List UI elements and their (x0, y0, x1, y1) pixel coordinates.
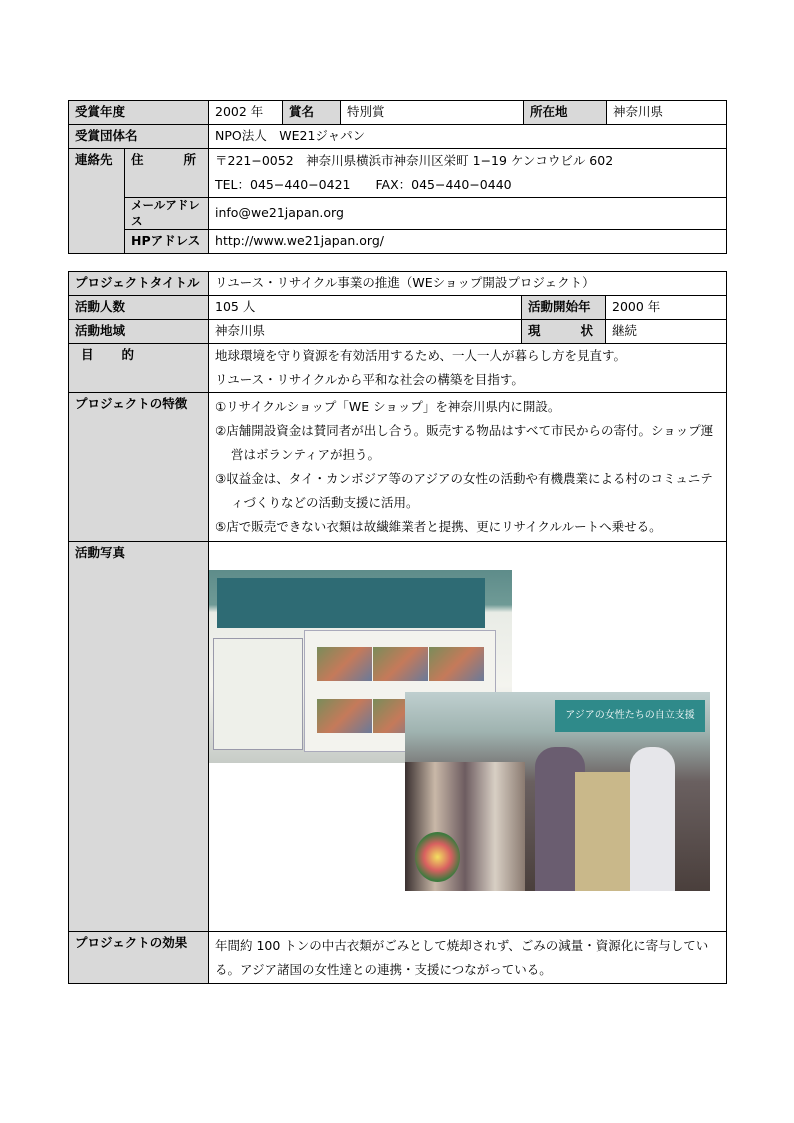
hp-label: HPアドレス (125, 230, 209, 254)
features-label: プロジェクトの特徴 (69, 393, 209, 542)
award-year-label: 受賞年度 (69, 101, 209, 125)
start-year-value: 2000 年 (606, 296, 727, 320)
shop-sign: アジアの女性たちの自立支援 (555, 700, 705, 732)
contact-label: 連絡先 (69, 149, 125, 254)
effect-value: 年間約 100 トンの中古衣類がごみとして焼却されず、ごみの減量・資源化に寄与している。アジア諸国の女性達との連携・支援につながっている。 (209, 932, 727, 984)
photo-banner (217, 578, 485, 628)
address-label: 住 所 (125, 149, 209, 198)
award-name-label: 賞名 (283, 101, 341, 125)
location-label: 所在地 (524, 101, 607, 125)
photos-label: 活動写真 (69, 542, 209, 932)
area-label: 活動地域 (69, 320, 209, 344)
feature-item: ②店舗開設資金は賛同者が出し合う。販売する物品はすべて市民からの寄付。ショップ運営はボランティアが担う。 (215, 423, 714, 462)
photos-cell (209, 542, 727, 932)
project-title-value: リユース・リサイクル事業の推進（WEショップ開設プロジェクト） (209, 272, 727, 296)
purpose-cell (209, 344, 727, 393)
members-label: 活動人数 (69, 296, 209, 320)
photo-map-poster (213, 638, 303, 750)
org-value: NPO法人 WE21ジャパン (209, 125, 727, 149)
members-value: 105 人 (209, 296, 522, 320)
staff-figure (630, 747, 675, 891)
award-name-value: 特別賞 (341, 101, 524, 125)
hp-link[interactable]: http://www.we21japan.org/ (209, 230, 727, 254)
project-title-label: プロジェクトタイトル (69, 272, 209, 296)
feature-item: ③収益金は、タイ・カンボジア等のアジアの女性の活動や有機農業による村のコミュニティづくりなどの活動支援に活用。 (215, 471, 713, 510)
org-label: 受賞団体名 (69, 125, 209, 149)
purpose-label: 目 的 (69, 344, 209, 393)
feature-item: ①リサイクルショップ「WE ショップ」を神奈川県内に開設。 (215, 399, 561, 414)
address-cell (209, 149, 727, 198)
effect-label: プロジェクトの効果 (69, 932, 209, 984)
purpose-line: 地球環境を守り資源を有効活用するため、一人一人が暮らし方を見直す。 (215, 348, 627, 363)
location-value: 神奈川県 (607, 101, 727, 125)
email-label: メールアドレス (125, 198, 209, 230)
coat-figure (575, 772, 630, 891)
features-cell (209, 393, 727, 542)
flower-bouquet (415, 832, 460, 882)
activity-photo-shop (405, 692, 710, 891)
email-link[interactable]: info@we21japan.org (209, 198, 727, 230)
tel-fax-value: TEL：045−440−0421 FAX：045−440−0440 (215, 177, 512, 192)
project-info-table (68, 271, 727, 984)
status-label: 現 状 (522, 320, 606, 344)
start-year-label: 活動開始年 (522, 296, 606, 320)
award-year-value: 2002 年 (209, 101, 283, 125)
award-info-table (68, 100, 727, 254)
feature-item: ⑤店で販売できない衣類は故繊維業者と提携、更にリサイクルルートへ乗せる。 (215, 519, 662, 534)
status-value: 継続 (606, 320, 727, 344)
purpose-line: リユース・リサイクルから平和な社会の構築を目指す。 (215, 372, 524, 387)
area-value: 神奈川県 (209, 320, 522, 344)
address-value: 〒221−0052 神奈川県横浜市神奈川区栄町 1−19 ケンコウビル 602 (215, 153, 614, 168)
